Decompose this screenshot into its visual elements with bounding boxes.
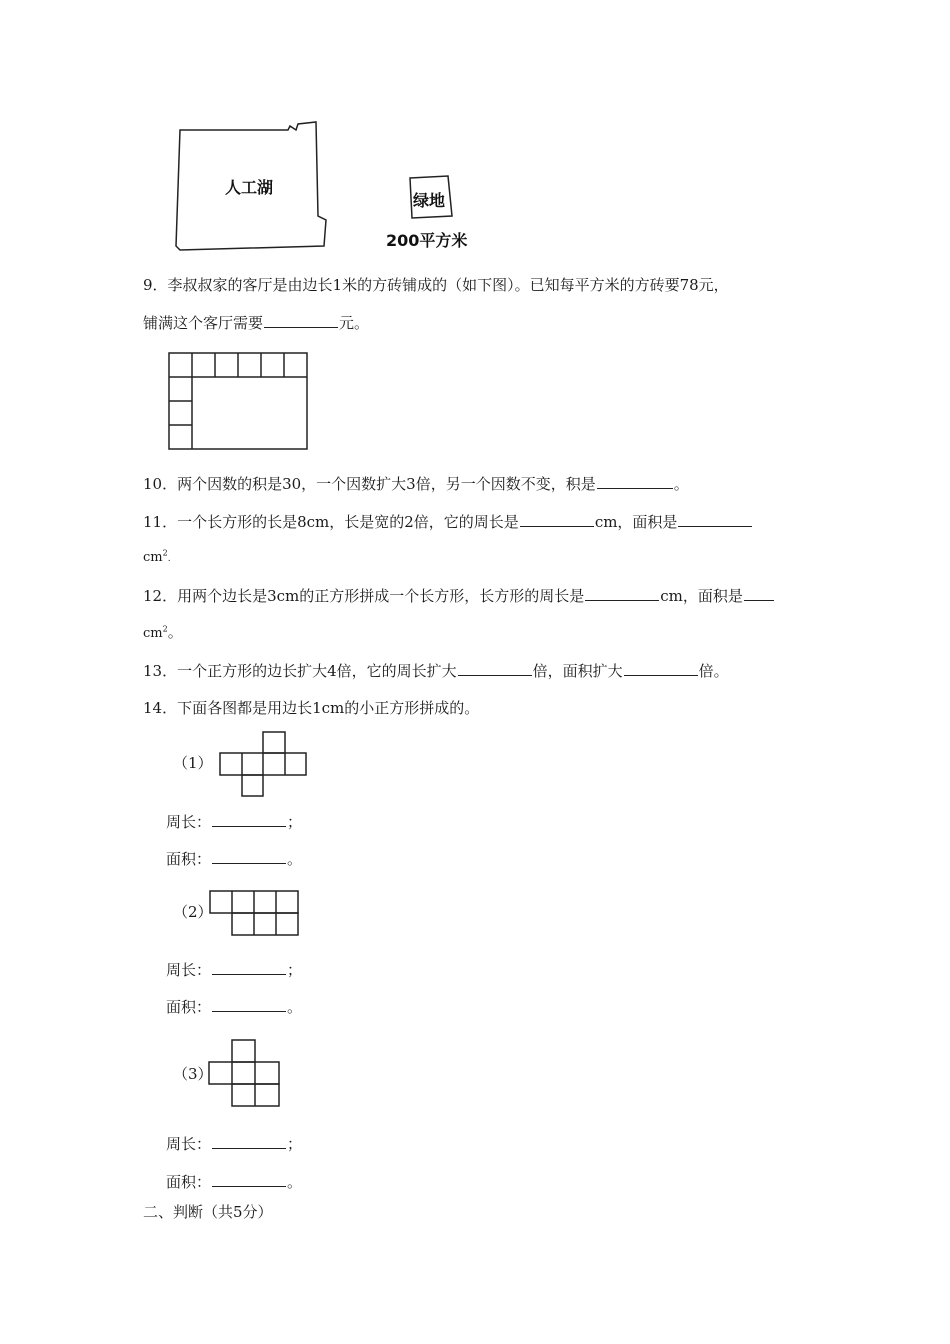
area-end: 。: [287, 998, 303, 1016]
q12-unit-sup: 2: [162, 624, 168, 634]
perimeter-end: ；: [287, 813, 303, 831]
q14-part1-area-blank[interactable]: [212, 848, 286, 864]
q14-part1-label: （1）: [173, 754, 213, 772]
q11-mid: cm，面积是: [594, 513, 678, 531]
green-label: 绿地: [413, 191, 446, 210]
q10-answer-blank[interactable]: [597, 473, 673, 489]
area-end: 。: [287, 1173, 303, 1191]
q10-end: 。: [673, 475, 689, 493]
q11-unit-sup: 2: [162, 548, 168, 558]
q14-figure-2: [209, 890, 301, 938]
q13-mid: 倍，面积扩大: [532, 662, 623, 680]
area-label: 面积：: [166, 1173, 212, 1191]
perimeter-label: 周长：: [166, 961, 212, 979]
q14-part3-area: [166, 1171, 302, 1192]
perimeter-end: ；: [287, 1135, 303, 1153]
q11-perimeter-blank[interactable]: [520, 511, 594, 527]
q14-part2-area: [166, 996, 302, 1017]
q14-intro: 14．下面各图都是用边长1cm的小正方形拼成的。: [143, 699, 480, 717]
q10-text: 10．两个因数的积是30，一个因数扩大3倍，另一个因数不变，积是: [143, 475, 596, 493]
q10: [143, 473, 689, 494]
q14-part3-perimeter: [166, 1133, 302, 1154]
q12-unit-line: [143, 622, 183, 644]
q9-line2-post: 元。: [339, 314, 370, 332]
section2-title: 二、判断（共5分）: [143, 1203, 273, 1221]
green-area: 200平方米: [386, 231, 468, 250]
q14-figure-3: [208, 1039, 282, 1109]
q14-part1-area: [166, 848, 302, 869]
q14-figure-1: [219, 731, 311, 799]
q9-line1: 9．李叔叔家的客厅是由边长1米的方砖铺成的（如下图）。已知每平方米的方砖要78元，: [143, 276, 729, 294]
lake-figure: [170, 118, 490, 258]
living-room-grid: [168, 352, 310, 452]
q11-unit: cm: [143, 550, 163, 565]
q11: [143, 511, 753, 532]
q9-line2: [143, 312, 369, 333]
perimeter-label: 周长：: [166, 813, 212, 831]
q12-mid: cm，面积是: [660, 587, 743, 605]
q11-area-blank[interactable]: [678, 511, 752, 527]
q13-text: 13．一个正方形的边长扩大4倍，它的周长扩大: [143, 662, 457, 680]
q14-part2-label: （2）: [173, 903, 213, 921]
perimeter-label: 周长：: [166, 1135, 212, 1153]
area-label: 面积：: [166, 850, 212, 868]
q14-part3-area-blank[interactable]: [212, 1171, 286, 1187]
q14-part3-perimeter-blank[interactable]: [212, 1133, 286, 1149]
q13: [143, 660, 729, 681]
q13-perimeter-blank[interactable]: [458, 660, 532, 676]
q12-unit: cm: [143, 626, 163, 641]
q12-perimeter-blank[interactable]: [585, 585, 659, 601]
q14-part3-label: （3）: [173, 1065, 213, 1083]
q9-line2-pre: 铺满这个客厅需要: [143, 314, 264, 332]
q12-text: 12．用两个边长是3cm的正方形拼成一个长方形，长方形的周长是: [143, 587, 585, 605]
q9-answer-blank[interactable]: [264, 312, 338, 328]
q13-area-blank[interactable]: [624, 660, 698, 676]
q11-text: 11．一个长方形的长是8cm，长是宽的2倍，它的周长是: [143, 513, 519, 531]
q13-end: 倍。: [698, 662, 729, 680]
area-label: 面积：: [166, 998, 212, 1016]
q12-end: 。: [167, 623, 183, 641]
lake-label: 人工湖: [225, 178, 274, 197]
q12: [143, 585, 775, 606]
q14-part1-perimeter: [166, 811, 302, 832]
q14-part1-perimeter-blank[interactable]: [212, 811, 286, 827]
q11-unit-line: [143, 548, 171, 569]
q14-part2-area-blank[interactable]: [212, 996, 286, 1012]
q12-area-blank[interactable]: [744, 585, 774, 601]
q11-end: .: [167, 554, 171, 564]
q14-part2-perimeter-blank[interactable]: [212, 959, 286, 975]
perimeter-end: ；: [287, 961, 303, 979]
area-end: 。: [287, 850, 303, 868]
q14-part2-perimeter: [166, 959, 302, 980]
